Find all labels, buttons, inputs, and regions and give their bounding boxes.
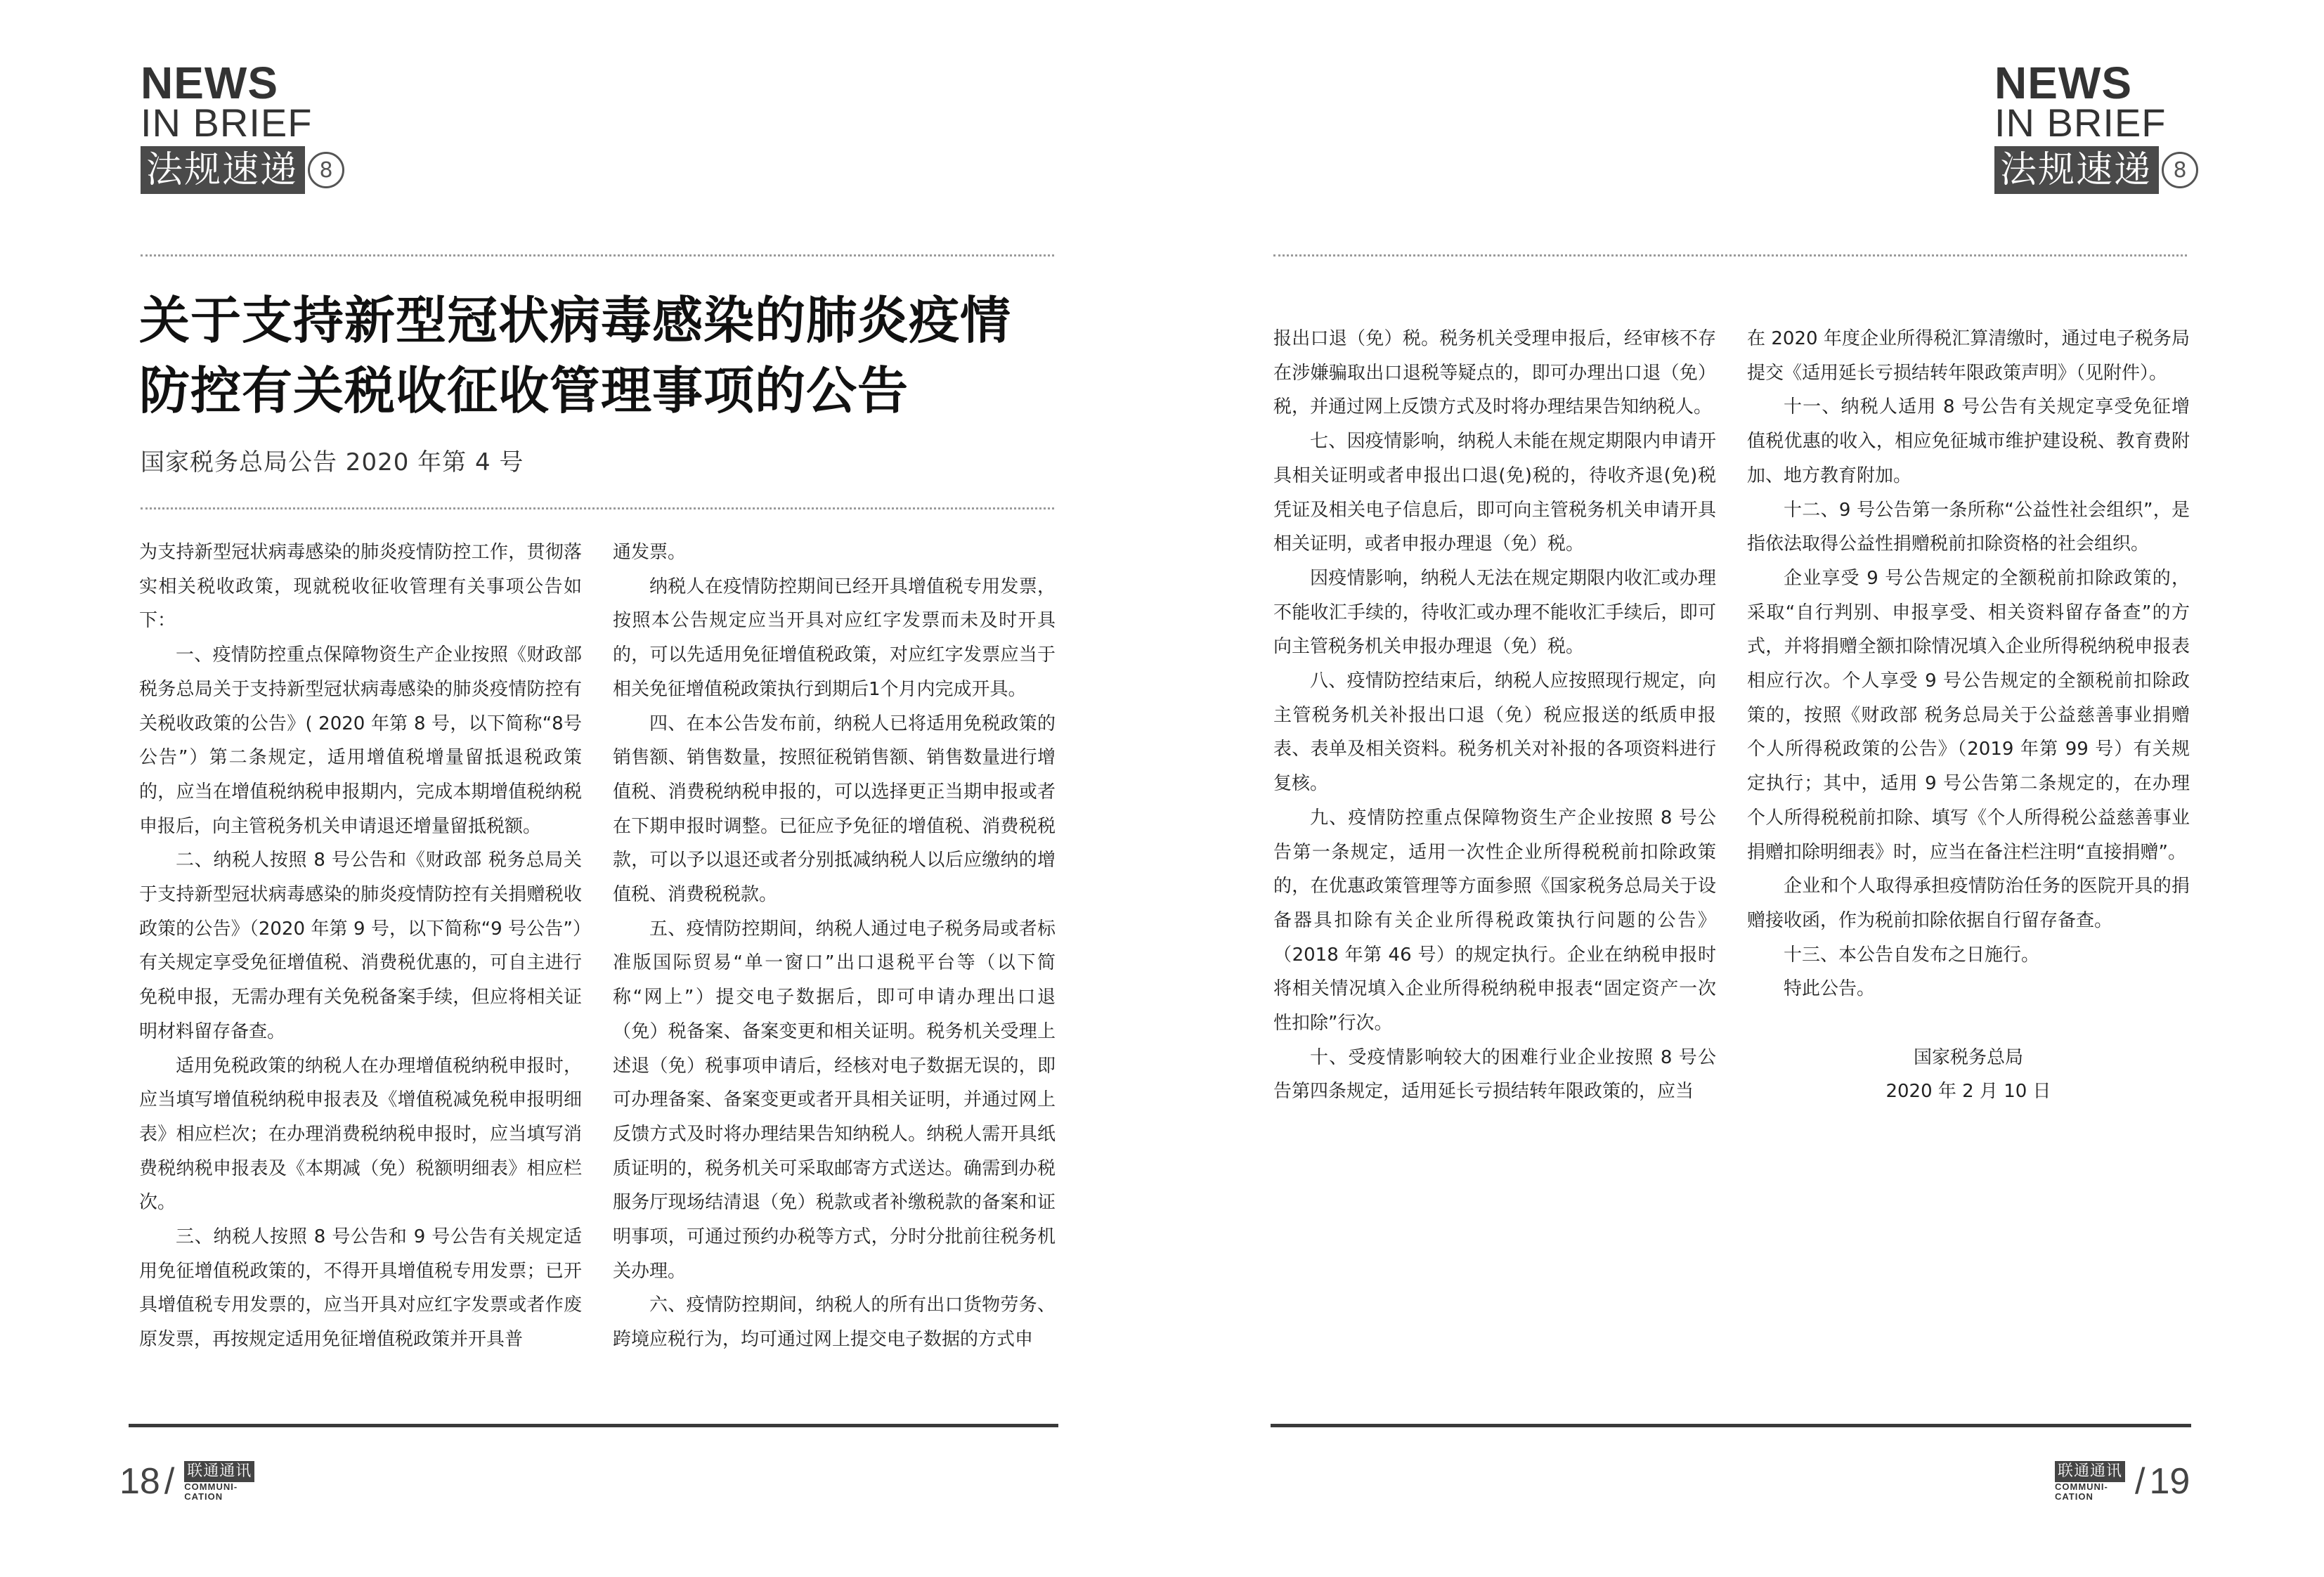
news-label: NEWS bbox=[1994, 58, 2132, 108]
section-logo-left bbox=[141, 58, 422, 194]
footer-left bbox=[119, 1460, 254, 1503]
signature-date: 2020 年 2 月 10 日 bbox=[1885, 1081, 2051, 1103]
page-number-right: 19 bbox=[2149, 1461, 2190, 1502]
paragraph: 七、因疫情影响，纳税人未能在规定期限内申请开具相关证明或者申报出口退(免)税的，待收齐退(免)税凭证及相关电子信息后，即可向主管税务机关申请开具相关证明，或者申报办理退（免）税。 bbox=[1273, 431, 1716, 555]
section-glyph-icon: 8 bbox=[2162, 152, 2198, 188]
paragraph: 为支持新型冠状病毒感染的肺炎疫情防控工作，贯彻落实相关税收政策，现就税收征收管理有关事项公告如下： bbox=[139, 542, 582, 632]
news-label: NEWS bbox=[141, 58, 278, 108]
in-brief-label: IN BRIEF bbox=[141, 100, 313, 145]
paragraph: 十三、本公告自发布之日施行。 bbox=[1784, 944, 2040, 966]
paragraph: 十一、纳税人适用 8 号公告有关规定享受免征增值税优惠的收入，相应免征城市维护建设税、教育费附加、地方教育附加。 bbox=[1747, 396, 2190, 486]
masthead-en-1: COMMUNI- bbox=[184, 1481, 238, 1492]
section-tag: 法规速递 bbox=[1994, 146, 2159, 194]
paragraph: 六、疫情防控期间，纳税人的所有出口货物劳务、跨境应税行为，均可通过网上提交电子数据的方式申 bbox=[613, 1294, 1056, 1351]
masthead-title: 联通通讯 bbox=[2055, 1461, 2125, 1482]
paragraph: 企业和个人取得承担疫情防治任务的医院开具的捐赠接收函，作为税前扣除依据自行留存备查。 bbox=[1747, 876, 2190, 931]
masthead-logo bbox=[184, 1461, 254, 1502]
text-column-2 bbox=[613, 536, 1056, 1357]
page-slash: / bbox=[164, 1461, 175, 1502]
paragraph: 三、纳税人按照 8 号公告和 9 号公告有关规定适用免征增值税政策的，不得开具增值税专用发票；已开具增值税专用发票的，应当开具对应红字发票或者作废原发票，再按规定适用免征增值税政策并开具普 bbox=[139, 1226, 582, 1351]
paragraph: 在 2020 年度企业所得税汇算清缴时，通过电子税务局提交《适用延长亏损结转年限政策声明》（见附件）。 bbox=[1747, 328, 2190, 384]
paragraph: 八、疫情防控结束后，纳税人应按照现行规定，向主管税务机关补报出口退（免）税应报送的纸质申报表、表单及相关资料。税务机关对补报的各项资料进行复核。 bbox=[1273, 670, 1716, 795]
article-title bbox=[139, 285, 1067, 426]
title-line-1: 关于支持新型冠状病毒感染的肺炎疫情 bbox=[139, 291, 1012, 350]
section-glyph-icon: 8 bbox=[308, 152, 344, 188]
title-line-2: 防控有关税收征收管理事项的公告 bbox=[139, 361, 909, 420]
text-column-1 bbox=[139, 536, 582, 1357]
masthead-title: 联通通讯 bbox=[184, 1461, 254, 1482]
paragraph: 通发票。 bbox=[613, 542, 687, 563]
paragraph: 企业享受 9 号公告规定的全额税前扣除政策的，采取“自行判别、申报享受、相关资料留存备查”的方式，并将捐赠全额扣除情况填入企业所得税纳税申报表相应行次。个人享受 9 号公告规定的全额税前扣除政策的，按照《财政部 税务总局关于公益慈善事业捐赠个人所得税政策的公告》（2019 年第 99 号）有关规定执行；其中，适用 9 号公告第二条规定的，在办理个人所得税税前扣除、填写《个人所得税公益慈善事业捐赠扣除明细表》时，应当在备注栏注明“直接捐赠”。 bbox=[1747, 567, 2190, 863]
masthead-en-1: COMMUNI- bbox=[2055, 1481, 2108, 1492]
masthead-en-2: CATION bbox=[184, 1491, 223, 1502]
paragraph: 报出口退（免）税。税务机关受理申报后，经审核不存在涉嫌骗取出口退税等疑点的，即可办理出口退（免）税，并通过网上反馈方式及时将办理结果告知纳税人。 bbox=[1273, 328, 1716, 418]
paragraph: 二、纳税人按照 8 号公告和《财政部 税务总局关于支持新型冠状病毒感染的肺炎疫情防控有关捐赠税收政策的公告》（2020 年第 9 号，以下简称“9 号公告”）有关规定享受免征增值税、消费税优惠的，可自主进行免税申报，无需办理有关免税备案手续，但应将相关证明材料留存备查。 bbox=[139, 850, 582, 1042]
footer-right bbox=[2055, 1460, 2190, 1503]
article-subtitle: 国家税务总局公告 2020 年第 4 号 bbox=[141, 448, 524, 476]
paragraph: 适用免税政策的纳税人在办理增值税纳税申报时，应当填写增值税纳税申报表及《增值税减免税申报明细表》相应栏次；在办理消费税纳税申报时，应当填写消费税纳税申报表及《本期减（免）税额明细表》相应栏次。 bbox=[139, 1055, 582, 1214]
masthead-en-2: CATION bbox=[2055, 1491, 2093, 1502]
paragraph: 四、在本公告发布前，纳税人已将适用免税政策的销售额、销售数量，按照征税销售额、销售数量进行增值税、消费税纳税申报的，可以选择更正当期申报或者在下期申报时调整。已征应予免征的增值税、消费税税款，可以予以退还或者分别抵减纳税人以后应缴纳的增值税、消费税税款。 bbox=[613, 713, 1056, 906]
paragraph: 九、疫情防控重点保障物资生产企业按照 8 号公告第一条规定，适用一次性企业所得税税前扣除政策的，在优惠政策管理等方面参照《国家税务总局关于设备器具扣除有关企业所得税政策执行问题的公告》（2018 年第 46 号）的规定执行。企业在纳税申报时将相关情况填入企业所得税纳税申报表“固定资产一次性扣除”行次。 bbox=[1273, 807, 1716, 1034]
text-column-3 bbox=[1273, 322, 1716, 1109]
paragraph: 纳税人在疫情防控期间已经开具增值税专用发票，按照本公告规定应当开具对应红字发票而未及时开具的，可以先适用免征增值税政策，对应红字发票应当于相关免征增值税政策执行到期后1个月内完成开具。 bbox=[613, 576, 1056, 700]
footer-rule-right bbox=[1271, 1424, 2191, 1427]
section-logo-right bbox=[1994, 58, 2276, 194]
top-divider-right bbox=[1273, 254, 2187, 257]
in-brief-label: IN BRIEF bbox=[1994, 100, 2167, 145]
paragraph: 十二、9 号公告第一条所称“公益性社会组织”，是指依法取得公益性捐赠税前扣除资格的社会组织。 bbox=[1747, 499, 2190, 555]
masthead-logo bbox=[2055, 1461, 2125, 1502]
title-divider bbox=[141, 507, 1054, 510]
text-column-4 bbox=[1747, 322, 2190, 1109]
top-divider-left bbox=[141, 254, 1054, 257]
paragraph: 一、疫情防控重点保障物资生产企业按照《财政部 税务总局关于支持新型冠状病毒感染的肺炎疫情防控有关税收政策的公告》( 2020 年第 8 号，以下简称“8号公告”）第二条规定，适用增值税增量留抵退税政策的，应当在增值税纳税申报期内，完成本期增值税纳税申报后，向主管税务机关申请退还增量留抵税额。 bbox=[139, 644, 582, 837]
signature-org: 国家税务总局 bbox=[1913, 1046, 2023, 1068]
section-tag: 法规速递 bbox=[141, 146, 305, 194]
page-number-left: 18 bbox=[119, 1461, 160, 1502]
footer-rule-left bbox=[129, 1424, 1058, 1427]
paragraph: 五、疫情防控期间，纳税人通过电子税务局或者标准版国际贸易“单一窗口”出口退税平台等（以下简称“网上”）提交电子数据后，即可申请办理出口退（免）税备案、备案变更和相关证明。税务机关受理上述退（免）税事项申请后，经核对电子数据无误的，即可办理备案、备案变更或者开具相关证明，并通过网上反馈方式及时将办理结果告知纳税人。纳税人需开具纸质证明的，税务机关可采取邮寄方式送达。确需到办税服务厅现场结清退（免）税款或者补缴税款的备案和证明事项，可通过预约办税等方式，分时分批前往税务机关办理。 bbox=[613, 918, 1056, 1282]
paragraph: 因疫情影响，纳税人无法在规定期限内收汇或办理不能收汇手续的，待收汇或办理不能收汇手续后，即可向主管税务机关申报办理退（免）税。 bbox=[1273, 567, 1716, 658]
page-slash: / bbox=[2135, 1461, 2146, 1502]
paragraph: 特此公告。 bbox=[1784, 978, 1876, 1000]
paragraph: 十、受疫情影响较大的困难行业企业按照 8 号公告第四条规定，适用延长亏损结转年限政策的，应当 bbox=[1273, 1046, 1716, 1103]
